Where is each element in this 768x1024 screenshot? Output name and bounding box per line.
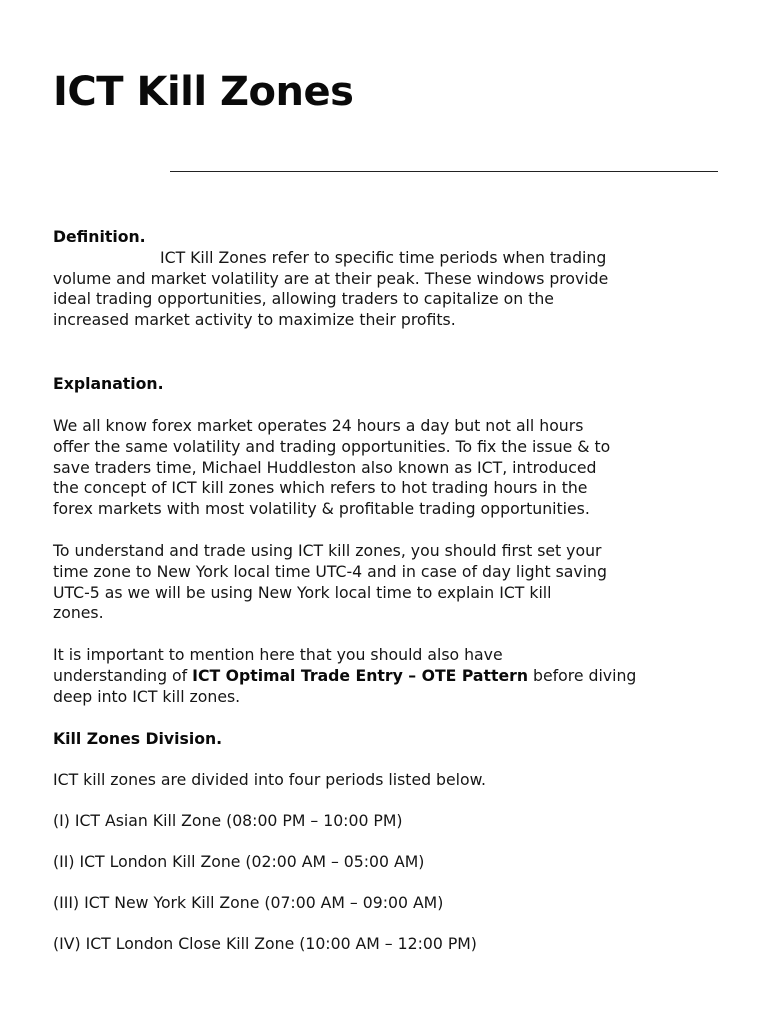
paragraph-line: forex markets with most volatility & profitable trading opportunities. bbox=[53, 499, 590, 519]
zone-item-label: (II) ICT London Kill Zone (02:00 AM – 05:00 AM) bbox=[53, 852, 425, 871]
paragraph-line-with-link bbox=[53, 666, 721, 687]
definition-line: ICT Kill Zones refer to specific time periods when trading bbox=[160, 247, 607, 267]
paragraph-line: It is important to mention here that you should also have bbox=[53, 645, 503, 664]
paragraph-line: the concept of ICT kill zones which refers to hot trading hours in the bbox=[53, 478, 588, 498]
title-divider bbox=[170, 171, 718, 172]
explanation-heading-block bbox=[53, 374, 721, 395]
paragraph-text: understanding of bbox=[53, 665, 193, 685]
page-title: ICT Kill Zones bbox=[53, 69, 354, 115]
definition-line: ideal trading opportunities, allowing traders to capitalize on the bbox=[53, 289, 554, 309]
division-intro-block bbox=[53, 770, 721, 791]
zone-item bbox=[53, 811, 721, 832]
explanation-paragraph-1 bbox=[53, 416, 721, 520]
division-heading-block bbox=[53, 729, 721, 750]
zone-item bbox=[53, 852, 721, 873]
zone-item-label: (III) ICT New York Kill Zone (07:00 AM – 09:00 AM) bbox=[53, 893, 444, 912]
explanation-paragraph-3 bbox=[53, 645, 721, 707]
paragraph-line: zones. bbox=[53, 603, 104, 623]
zone-item-label: (IV) ICT London Close Kill Zone (10:00 AM – 12:00 PM) bbox=[53, 934, 477, 953]
explanation-heading: Explanation. bbox=[53, 374, 164, 393]
paragraph-line: deep into ICT kill zones. bbox=[53, 686, 241, 706]
zone-item bbox=[53, 893, 721, 914]
zone-item bbox=[53, 934, 721, 955]
paragraph-line: offer the same volatility and trading opportunities. To fix the issue & to bbox=[53, 436, 611, 456]
division-intro: ICT kill zones are divided into four periods listed below. bbox=[53, 770, 486, 789]
paragraph-line: time zone to New York local time UTC-4 and in case of day light saving bbox=[53, 561, 607, 581]
definition-section bbox=[53, 227, 721, 331]
paragraph-text: before diving bbox=[528, 665, 637, 685]
division-heading: Kill Zones Division. bbox=[53, 729, 223, 748]
definition-line: increased market activity to maximize their profits. bbox=[53, 310, 456, 330]
definition-line: volume and market volatility are at their peak. These windows provide bbox=[53, 268, 609, 288]
zone-item-label: (I) ICT Asian Kill Zone (08:00 PM – 10:00 PM) bbox=[53, 811, 403, 830]
definition-heading: Definition. bbox=[53, 227, 146, 246]
paragraph-line: UTC-5 as we will be using New York local time to explain ICT kill bbox=[53, 582, 552, 602]
paragraph-line: We all know forex market operates 24 hours a day but not all hours bbox=[53, 416, 584, 435]
paragraph-line: save traders time, Michael Huddleston also known as ICT, introduced bbox=[53, 457, 597, 477]
explanation-paragraph-2 bbox=[53, 541, 721, 624]
ote-pattern-reference: ICT Optimal Trade Entry – OTE Pattern bbox=[192, 665, 529, 685]
paragraph-line: To understand and trade using ICT kill zones, you should first set your bbox=[53, 541, 602, 560]
